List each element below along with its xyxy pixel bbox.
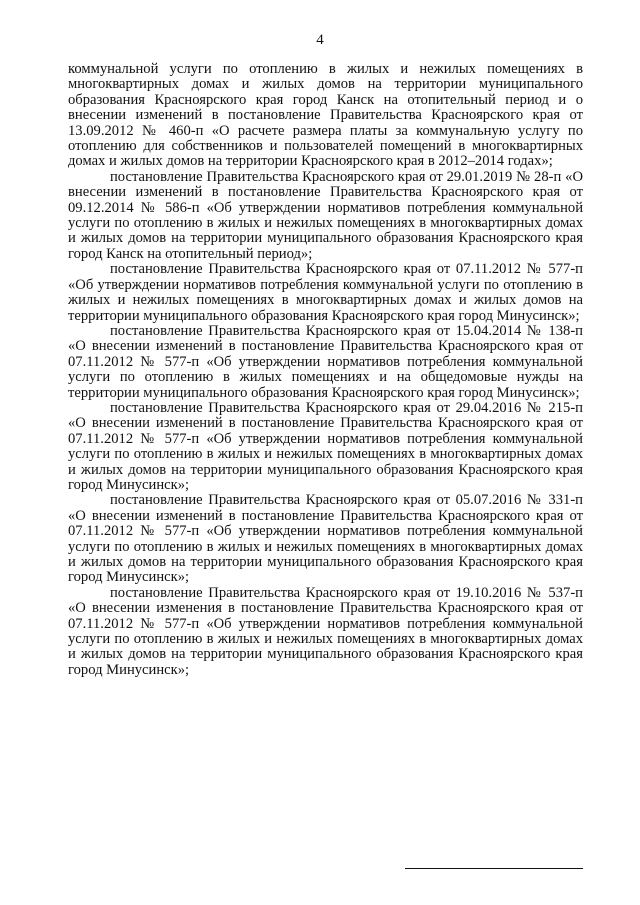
paragraph-decree-577p: постановление Правительства Красноярского края от 07.11.2012 № 577-п «Об утверждении нормативов потребления коммунальной услуги по отоплению в жилых и нежилых помещениях в многоквартирных домах и жилых домов на территории муниципального образования Красноярского края город Минусинск»; xyxy=(68,261,583,324)
paragraph-continuation: коммунальной услуги по отоплению в жилых и нежилых помещениях в многоквартирных домах и жилых домов на территории муниципального образования Красноярского края город Канск на отопительный период и о внесении изменений в постановление Правительства Красноярского края от 13.09.2012 № 460-п «О расчете размера платы за коммунальную услугу по отоплению для собственников и пользователей помещений в многоквартирных домах и жилых домов на территории Красноярского края в 2012–2014 годах»; xyxy=(68,61,583,170)
paragraph-decree-537p: постановление Правительства Красноярского края от 19.10.2016 № 537-п «О внесении изменения в постановление Правительства Красноярского края от 07.11.2012 № 577-п «Об утверждении нормативов потребления коммунальной услуги по отоплению в жилых и нежилых помещениях в многоквартирных домах и жилых домов на территории муниципального образования Красноярского края город Минусинск»; xyxy=(68,584,583,678)
paragraph-decree-28p: постановление Правительства Красноярского края от 29.01.2019 № 28-п «О внесении изменений в постановление Правительства Красноярского края от 09.12.2014 № 586-п «Об утверждении нормативов потребления коммунальной услуги по отоплению в жилых и нежилых помещениях в многоквартирных домах и жилых домов на территории муниципального образования Красноярского края город Канск на отопительный период»; xyxy=(68,168,583,262)
page-number: 4 xyxy=(316,32,324,48)
paragraph-decree-215p: постановление Правительства Красноярского края от 29.04.2016 № 215-п «О внесении изменений в постановление Правительства Красноярского края от 07.11.2012 № 577-п «Об утверждении нормативов потребления коммунальной услуги по отоплению в жилых и нежилых помещениях в многоквартирных домах и жилых домов на территории муниципального образования Красноярского края город Минусинск»; xyxy=(68,399,583,493)
footer-rule xyxy=(405,868,583,869)
document-body xyxy=(68,62,583,678)
paragraph-decree-331p: постановление Правительства Красноярского края от 05.07.2016 № 331-п «О внесении изменений в постановление Правительства Красноярского края от 07.11.2012 № 577-п «Об утверждении нормативов потребления коммунальной услуги по отоплению в жилых и нежилых помещениях в многоквартирных домах и жилых домов на территории муниципального образования Красноярского края город Минусинск»; xyxy=(68,492,583,586)
paragraph-decree-138p: постановление Правительства Красноярского края от 15.04.2014 № 138-п «О внесении изменений в постановление Правительства Красноярского края от 07.11.2012 № 577-п «Об утверждении нормативов потребления коммунальной услуги по отоплению в жилых помещениях и на общедомовые нужды на территории муниципального образования Красноярского края город Минусинск»; xyxy=(68,322,583,401)
